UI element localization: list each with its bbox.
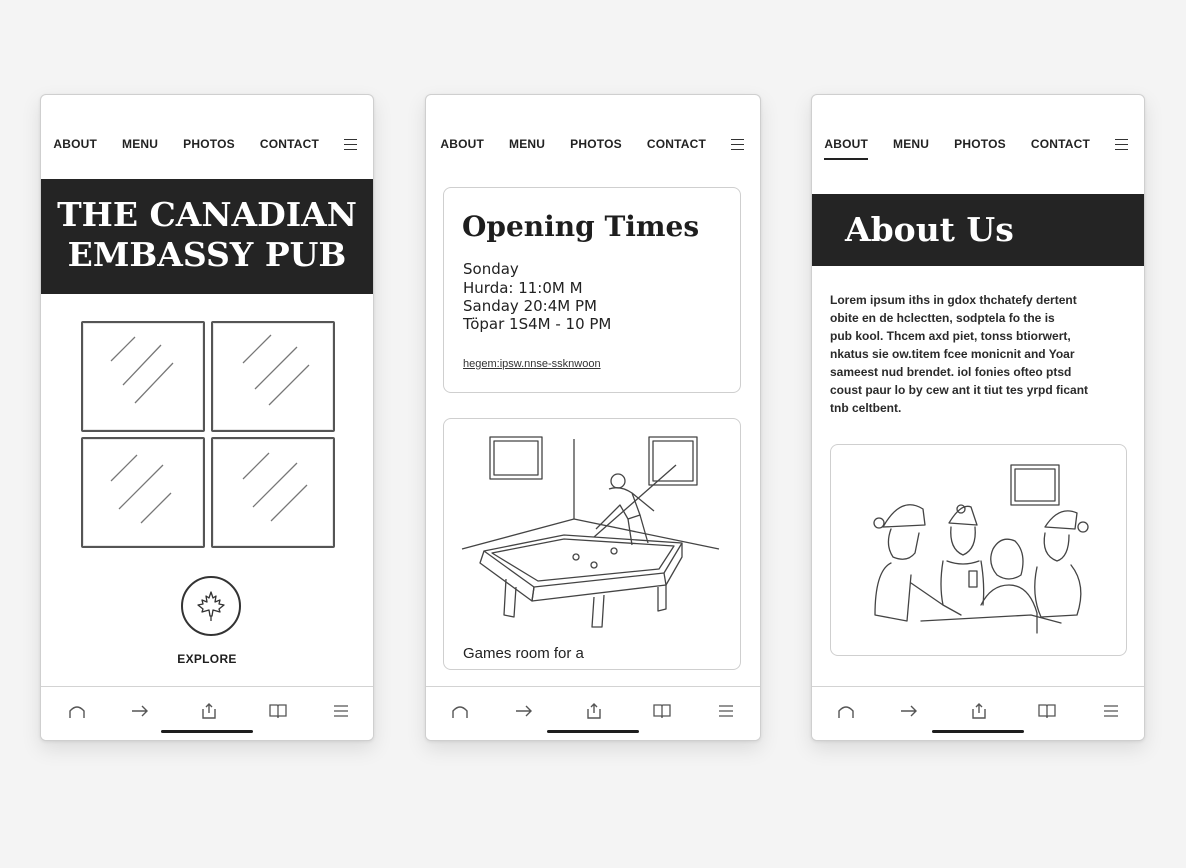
menu-icon[interactable] <box>331 701 351 721</box>
nav-menu[interactable]: MENU <box>509 137 546 151</box>
hamburger-menu-icon[interactable] <box>731 139 744 150</box>
hero-banner <box>41 179 373 294</box>
pub-title-line1: THE CANADIAN <box>57 195 357 234</box>
screen-about <box>811 94 1145 741</box>
nav-contact[interactable]: CONTACT <box>259 137 319 151</box>
arrow-right-icon[interactable] <box>514 701 534 721</box>
screen-opening-times <box>425 94 761 741</box>
share-icon[interactable] <box>199 701 219 721</box>
book-icon[interactable] <box>1037 701 1057 721</box>
party-illustration <box>831 445 1126 655</box>
pool-table-illustration <box>444 419 740 639</box>
about-text-line: pub kool. Thcem axd piet, tonss btiorwert, <box>830 329 1071 343</box>
book-icon[interactable] <box>652 701 672 721</box>
nav-about[interactable]: ABOUT <box>440 137 485 151</box>
book-icon[interactable] <box>268 701 288 721</box>
screen-home <box>40 94 374 741</box>
window-pane <box>211 321 335 432</box>
home-indicator <box>547 730 639 733</box>
opening-times-link[interactable]: hegem:ipsw.nnse-ssknwoon <box>463 358 601 370</box>
top-nav <box>812 133 1144 155</box>
arrow-right-icon[interactable] <box>130 701 150 721</box>
pub-title-line2: EMBASSY PUB <box>67 235 347 274</box>
window-illustration <box>81 321 337 549</box>
opening-times-card <box>443 187 741 393</box>
nav-photos[interactable]: PHOTOS <box>183 137 235 151</box>
opening-time-line: Hurda: 11:0M M <box>463 279 583 297</box>
nav-contact[interactable]: CONTACT <box>1030 137 1090 151</box>
menu-icon[interactable] <box>716 701 736 721</box>
hamburger-menu-icon[interactable] <box>1115 139 1128 150</box>
nav-menu[interactable]: MENU <box>122 137 159 151</box>
about-heading: About Us <box>845 210 1014 249</box>
opening-time-line: Sanday 20:4M PM <box>463 297 597 315</box>
opening-times-title: Opening Times <box>462 210 700 243</box>
about-text-line: tnb celtbent. <box>830 401 902 415</box>
nav-about[interactable]: ABOUT <box>53 137 98 151</box>
nav-about[interactable]: ABOUT <box>824 137 869 151</box>
about-text-line: obite en de hclectten, sodptela fo the is <box>830 311 1055 325</box>
about-banner <box>812 194 1144 266</box>
share-icon[interactable] <box>969 701 989 721</box>
menu-icon[interactable] <box>1101 701 1121 721</box>
maple-leaf-icon[interactable] <box>181 576 241 636</box>
home-icon[interactable] <box>67 701 87 721</box>
share-icon[interactable] <box>584 701 604 721</box>
games-room-card <box>443 418 741 670</box>
opening-time-line: Sonday <box>463 260 519 278</box>
home-icon[interactable] <box>836 701 856 721</box>
window-pane <box>211 437 335 548</box>
hamburger-menu-icon[interactable] <box>344 139 357 150</box>
bottom-tab-bar <box>812 686 1144 740</box>
nav-photos[interactable]: PHOTOS <box>954 137 1006 151</box>
nav-photos[interactable]: PHOTOS <box>570 137 622 151</box>
about-text-line: sameest nud brendet. iol fonies ofteo ptsd <box>830 365 1072 379</box>
bottom-tab-bar <box>426 686 760 740</box>
explore-button[interactable]: EXPLORE <box>177 652 237 666</box>
arrow-right-icon[interactable] <box>899 701 919 721</box>
window-pane <box>81 321 205 432</box>
home-indicator <box>932 730 1024 733</box>
nav-contact[interactable]: CONTACT <box>646 137 706 151</box>
opening-time-line: Töpar 1S4M - 10 PM <box>463 315 612 333</box>
about-body <box>830 291 1130 417</box>
about-text-line: Lorem ipsum iths in gdox thchatefy dertent <box>830 293 1077 307</box>
top-nav <box>41 133 373 155</box>
home-indicator <box>161 730 253 733</box>
top-nav <box>426 133 760 155</box>
party-photo-card <box>830 444 1127 656</box>
window-pane <box>81 437 205 548</box>
about-text-line: coust paur lo by cew ant it tiut tes yrpd ficant <box>830 383 1089 397</box>
bottom-tab-bar <box>41 686 373 740</box>
nav-menu[interactable]: MENU <box>893 137 930 151</box>
about-text-line: nkatus sie ow.titem fcee monicnit and Yoar <box>830 347 1075 361</box>
home-icon[interactable] <box>450 701 470 721</box>
games-room-caption: Games room for a <box>463 645 584 662</box>
